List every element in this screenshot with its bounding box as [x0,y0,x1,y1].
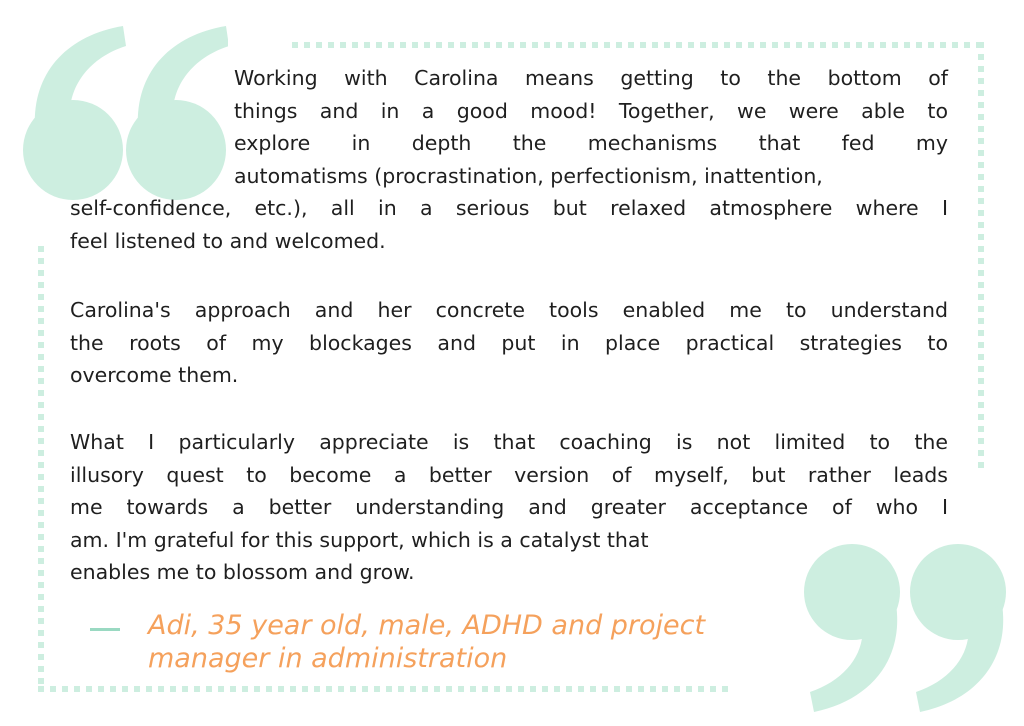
text-line: Working with Carolina means getting to the bottom of [234,66,948,90]
testimonial-paragraph-1 [70,62,948,257]
text-line: the roots of my blockages and put in place practical strategies to [70,330,948,355]
testimonial-paragraph-3 [70,426,948,589]
frame-left-border [38,246,44,690]
text-line: Carolina's approach and her concrete tools enabled me to understand [70,298,948,322]
text-line: What I particularly appreciate is that coaching is not limited to the [70,430,948,454]
text-line: things and in a good mood! Together, we were able to [234,98,948,123]
frame-bottom-border [38,686,728,692]
author-line: Adi, 35 year old, male, ADHD and project [148,610,706,641]
text-line: illusory quest to become a better version of myself, but rather leads [70,462,948,487]
author-attribution [148,609,788,675]
text-line: me towards a better understanding and greater acceptance of who I [70,495,948,519]
text-line: overcome them. [70,363,239,387]
text-line: automatisms (procrastination, perfectionism, inattention, [234,163,823,188]
text-line: enables me to blossom and grow. [70,560,415,584]
author-dash [90,628,120,631]
text-line: am. I'm grateful for this support, which is a catalyst that [70,527,649,552]
text-line: explore in depth the mechanisms that fed my [234,131,948,155]
frame-top-border [292,42,984,48]
frame-right-border [978,42,984,472]
testimonial-paragraph-2 [70,294,948,392]
text-line: self-confidence, etc.), all in a serious but relaxed atmosphere where I [70,196,948,220]
text-line: feel listened to and welcomed. [70,228,386,253]
author-line: manager in administration [148,643,508,674]
